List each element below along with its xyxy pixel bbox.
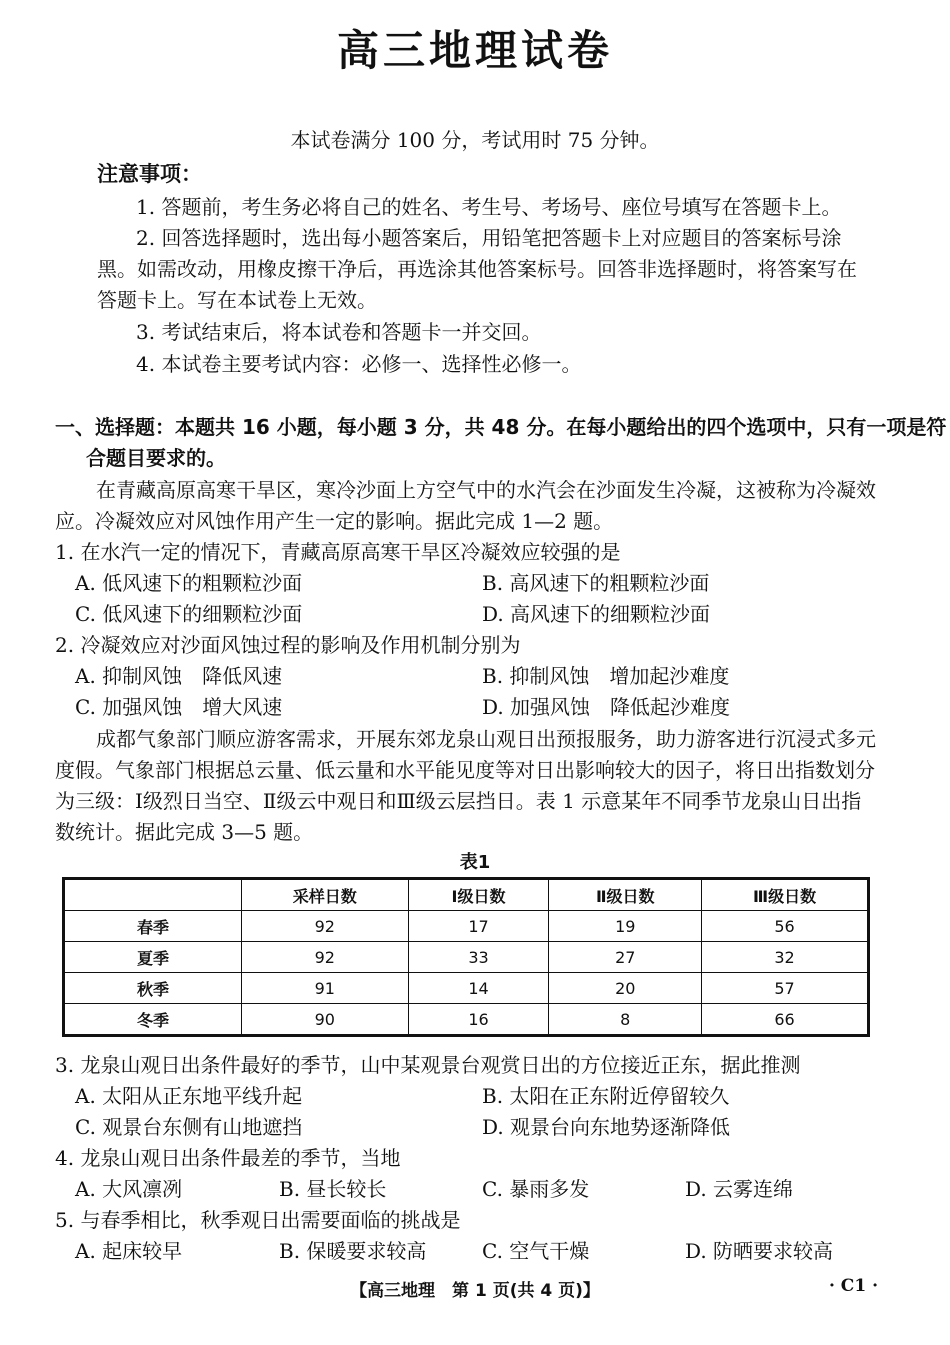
option-a: A. 抑制风蚀 降低风速 bbox=[75, 664, 283, 688]
table-cell: 16 bbox=[408, 1004, 549, 1036]
passage-line: 应。冷凝效应对风蚀作用产生一定的影响。据此完成 1—2 题。 bbox=[55, 509, 614, 533]
option-c: C. 暴雨多发 bbox=[482, 1177, 590, 1201]
option-c: C. 观景台东侧有山地遮挡 bbox=[75, 1115, 303, 1139]
option-a: A. 大风凛冽 bbox=[75, 1177, 183, 1201]
question-stem: 4. 龙泉山观日出条件最差的季节，当地 bbox=[55, 1146, 401, 1170]
passage-line: 数统计。据此完成 3—5 题。 bbox=[55, 820, 314, 844]
option-a: A. 太阳从正东地平线升起 bbox=[75, 1084, 303, 1108]
table-cell: 56 bbox=[702, 911, 869, 942]
question-stem: 3. 龙泉山观日出条件最好的季节，山中某观景台观赏日出的方位接近正东，据此推测 bbox=[55, 1053, 801, 1077]
question-stem: 1. 在水汽一定的情况下，青藏高原高寒干旱区冷凝效应较强的是 bbox=[55, 540, 621, 564]
option-c: C. 加强风蚀 增大风速 bbox=[75, 695, 283, 719]
note-line: 答题卡上。写在本试卷上无效。 bbox=[97, 288, 377, 312]
table-cell: 66 bbox=[702, 1004, 869, 1036]
option-d: D. 加强风蚀 降低起沙难度 bbox=[482, 695, 731, 719]
table-cell: 14 bbox=[408, 973, 549, 1004]
table-header-cell: Ⅰ级日数 bbox=[408, 879, 549, 911]
table-cell: 8 bbox=[549, 1004, 702, 1036]
table-header-row bbox=[64, 879, 869, 911]
table-cell: 20 bbox=[549, 973, 702, 1004]
option-b: B. 抑制风蚀 增加起沙难度 bbox=[482, 664, 730, 688]
option-c: C. 空气干燥 bbox=[482, 1239, 590, 1263]
table-header-cell: Ⅱ级日数 bbox=[549, 879, 702, 911]
option-d: D. 高风速下的细颗粒沙面 bbox=[482, 602, 711, 626]
table-header-cell: Ⅲ级日数 bbox=[702, 879, 869, 911]
passage-line: 度假。气象部门根据总云量、低云量和水平能见度等对日出影响较大的因子，将日出指数划分 bbox=[55, 758, 875, 782]
question-stem: 2. 冷凝效应对沙面风蚀过程的影响及作用机制分别为 bbox=[55, 633, 521, 657]
option-a: A. 低风速下的粗颗粒沙面 bbox=[75, 571, 303, 595]
option-d: D. 观景台向东地势逐渐降低 bbox=[482, 1115, 731, 1139]
option-d: D. 防晒要求较高 bbox=[685, 1239, 834, 1263]
page-footer: 【高三地理 第 1 页(共 4 页)】 bbox=[350, 1281, 600, 1301]
table-row bbox=[64, 973, 869, 1004]
table-cell: 春季 bbox=[64, 911, 242, 942]
table-cell: 27 bbox=[549, 942, 702, 973]
sunrise-table bbox=[62, 877, 870, 1037]
option-d: D. 云雾连绵 bbox=[685, 1177, 794, 1201]
table-cell: 19 bbox=[549, 911, 702, 942]
table-cell: 17 bbox=[408, 911, 549, 942]
exam-info: 本试卷满分 100 分，考试用时 75 分钟。 bbox=[290, 128, 660, 152]
table-row bbox=[64, 1004, 869, 1036]
passage-line: 为三级：Ⅰ级烈日当空、Ⅱ级云中观日和Ⅲ级云层挡日。表 1 示意某年不同季节龙泉山日出指 bbox=[55, 789, 862, 813]
table-cell: 92 bbox=[242, 911, 409, 942]
option-b: B. 保暖要求较高 bbox=[279, 1239, 427, 1263]
notes-heading: 注意事项： bbox=[97, 162, 202, 186]
passage-line: 在青藏高原高寒干旱区，寒冷沙面上方空气中的水汽会在沙面发生冷凝，这被称为冷凝效 bbox=[96, 478, 876, 502]
option-a: A. 起床较早 bbox=[75, 1239, 183, 1263]
page-title: 高三地理试卷 bbox=[336, 26, 613, 75]
passage-line: 成都气象部门顺应游客需求，开展东郊龙泉山观日出预报服务，助力游客进行沉浸式多元 bbox=[96, 727, 876, 751]
section-heading-cont: 合题目要求的。 bbox=[86, 446, 226, 470]
table-cell: 91 bbox=[242, 973, 409, 1004]
table-caption: 表1 bbox=[459, 852, 491, 873]
table-cell: 夏季 bbox=[64, 942, 242, 973]
table-cell: 90 bbox=[242, 1004, 409, 1036]
table-header-cell bbox=[64, 879, 242, 911]
option-b: B. 昼长较长 bbox=[279, 1177, 387, 1201]
note-line: 2. 回答选择题时，选出每小题答案后，用铅笔把答题卡上对应题目的答案标号涂 bbox=[136, 226, 842, 250]
option-b: B. 太阳在正东附近停留较久 bbox=[482, 1084, 730, 1108]
question-stem: 5. 与春季相比，秋季观日出需要面临的挑战是 bbox=[55, 1208, 461, 1232]
table-cell: 33 bbox=[408, 942, 549, 973]
paper-code: · C1 · bbox=[828, 1276, 878, 1296]
table-row bbox=[64, 942, 869, 973]
note-line: 4. 本试卷主要考试内容：必修一、选择性必修一。 bbox=[136, 352, 582, 376]
table-row bbox=[64, 911, 869, 942]
option-c: C. 低风速下的细颗粒沙面 bbox=[75, 602, 303, 626]
table-cell: 冬季 bbox=[64, 1004, 242, 1036]
table-header-cell: 采样日数 bbox=[242, 879, 409, 911]
section-heading: 一、选择题：本题共 16 小题，每小题 3 分，共 48 分。在每小题给出的四个选项中，只有一项是符 bbox=[55, 415, 947, 439]
table-cell: 秋季 bbox=[64, 973, 242, 1004]
note-line: 黑。如需改动，用橡皮擦干净后，再选涂其他答案标号。回答非选择题时，将答案写在 bbox=[97, 257, 857, 281]
option-b: B. 高风速下的粗颗粒沙面 bbox=[482, 571, 710, 595]
table-cell: 32 bbox=[702, 942, 869, 973]
table-cell: 92 bbox=[242, 942, 409, 973]
note-line: 3. 考试结束后，将本试卷和答题卡一并交回。 bbox=[136, 320, 542, 344]
table-cell: 57 bbox=[702, 973, 869, 1004]
note-line: 1. 答题前，考生务必将自己的姓名、考生号、考场号、座位号填写在答题卡上。 bbox=[136, 195, 842, 219]
